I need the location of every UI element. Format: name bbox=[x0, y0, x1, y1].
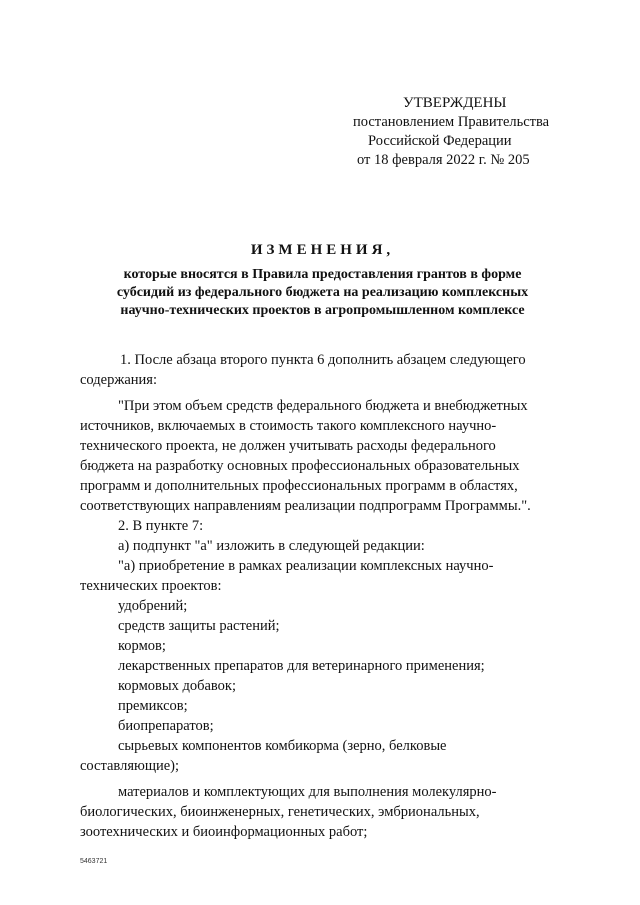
quote-2-line-2: технических проектов: bbox=[80, 578, 222, 594]
list-item-premixes: премиксов; bbox=[118, 698, 188, 714]
document-body bbox=[80, 350, 565, 842]
list-item-raw-components-line-2: составляющие); bbox=[80, 758, 180, 774]
paragraph-2a: а) подпункт "а" изложить в следующей редакции: bbox=[118, 538, 425, 554]
list-item-materials-line-3: зоотехнических и биоинформационных работ; bbox=[80, 824, 368, 840]
quote-1-line-5: программ и дополнительных профессиональных программ в областях, bbox=[80, 478, 518, 494]
list-item-feed-additives: кормовых добавок; bbox=[118, 678, 236, 694]
quote-1-line-2: источников, включаемых в стоимость такого комплексного научно- bbox=[80, 418, 497, 434]
quote-1-line-4: бюджета на разработку основных профессиональных образовательных bbox=[80, 458, 520, 474]
subtitle-line-2: субсидий из федерального бюджета на реализацию комплексных bbox=[116, 285, 529, 300]
document-code: 5463721 bbox=[80, 858, 108, 865]
document-subtitle bbox=[80, 266, 565, 320]
paragraph-2: 2. В пункте 7: bbox=[118, 518, 204, 534]
subtitle-line-1: которые вносятся в Правила предоставления грантов в форме bbox=[123, 267, 522, 282]
paragraph-1-line-1: 1. После абзаца второго пункта 6 дополнить абзацем следующего bbox=[120, 352, 526, 368]
quote-2-line-1: "а) приобретение в рамках реализации комплексных научно- bbox=[118, 558, 494, 574]
list-item-materials-line-1: материалов и комплектующих для выполнения молекулярно- bbox=[118, 784, 497, 800]
subtitle-line-3: научно-технических проектов в агропромышленном комплексе bbox=[120, 303, 525, 318]
approval-line-1: постановлением Правительства bbox=[353, 114, 550, 130]
approval-stamp bbox=[353, 94, 583, 170]
list-item-fertilizers: удобрений; bbox=[118, 598, 188, 614]
approval-line-3: от 18 февраля 2022 г. № 205 bbox=[357, 152, 530, 168]
approval-line-2: Российской Федерации bbox=[368, 133, 512, 149]
list-item-plant-protection: средств защиты растений; bbox=[118, 618, 280, 634]
paragraph-1-line-2: содержания: bbox=[80, 372, 158, 388]
list-item-materials-line-2: биологических, биоинженерных, генетических, эмбриональных, bbox=[80, 804, 480, 820]
list-item-vet-drugs: лекарственных препаратов для ветеринарного применения; bbox=[118, 658, 485, 674]
quote-1-line-6: соответствующих направлениям реализации подпрограмм Программы.". bbox=[80, 498, 531, 514]
approval-heading: УТВЕРЖДЕНЫ bbox=[403, 95, 507, 111]
list-item-biopreparations: биопрепаратов; bbox=[118, 718, 214, 734]
quote-1-line-1: "При этом объем средств федерального бюджета и внебюджетных bbox=[118, 398, 528, 414]
document-title: ИЗМЕНЕНИЯ, bbox=[250, 242, 395, 258]
list-item-raw-components-line-1: сырьевых компонентов комбикорма (зерно, белковые bbox=[118, 738, 447, 754]
quote-1-line-3: технического проекта, не должен учитывать расходы федерального bbox=[80, 438, 496, 454]
list-item-feed: кормов; bbox=[118, 638, 166, 654]
